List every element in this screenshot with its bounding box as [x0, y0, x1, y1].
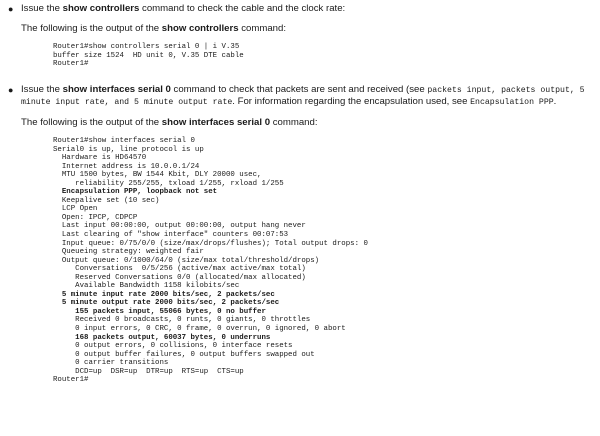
code-line: Output queue: 0/1000/64/0 (size/max total/threshold/drops) — [53, 256, 320, 265]
bullet-icon: ● — [8, 4, 14, 14]
code-line: 5 minute input rate 2000 bits/sec, 2 packets/sec — [53, 290, 275, 299]
text-pre: Issue the — [21, 3, 63, 14]
code-block-controllers — [53, 43, 244, 69]
code-block-interfaces — [53, 137, 368, 385]
code-line: Router1# — [53, 376, 89, 385]
code-line: 0 output buffer failures, 0 output buffers swapped out — [53, 350, 315, 359]
code-line: reliability 255/255, txload 1/255, rxload 1/255 — [53, 179, 284, 188]
text-pre: Issue the — [21, 84, 63, 95]
code-line: 0 carrier transitions — [53, 359, 169, 368]
text-post: command: — [238, 23, 287, 34]
code-line: Keepalive set (10 sec) — [53, 196, 160, 205]
code-line: DCD=up DSR=up DTR=up RTS=up CTS=up — [53, 367, 244, 376]
text-post: command to check the cable and the clock rate: — [139, 3, 346, 14]
text-ref: . For information regarding the encapsulation used, see — [232, 96, 471, 107]
code-line: Conversations 0/5/256 (active/max active/max total) — [53, 265, 306, 274]
text-end: . — [553, 96, 557, 107]
code-line: LCP Open — [53, 205, 98, 214]
code-line: Router1#show interfaces serial 0 — [53, 137, 195, 145]
code-line: 155 packets input, 55066 bytes, 0 no buffer — [53, 307, 266, 316]
intro-show-controllers — [21, 23, 286, 35]
mono-rates: minute input rate, and 5 minute output rate — [21, 98, 233, 107]
text-mid: command to check that packets are sent and received (see — [170, 84, 428, 95]
code-line: buffer size 1524 HD unit 0, V.35 DTE cable — [53, 51, 244, 60]
code-line: Input queue: 0/75/0/0 (size/max/drops/flushes); Total output drops: 0 — [53, 239, 368, 248]
bullet-icon: ● — [8, 85, 14, 95]
code-line: Open: IPCP, CDPCP — [53, 213, 138, 222]
code-line: 5 minute output rate 2000 bits/sec, 2 packets/sec — [53, 299, 280, 308]
intro-show-interfaces — [21, 117, 318, 129]
code-line: Router1#show controllers serial 0 | i V.35 — [53, 43, 240, 51]
code-line: Router1# — [53, 60, 89, 69]
text-pre: The following is the output of the — [21, 23, 162, 34]
code-line: Internet address is 10.0.0.1/24 — [53, 162, 200, 171]
code-line: Hardware is HD64570 — [53, 154, 147, 163]
code-line: Queueing strategy: weighted fair — [53, 248, 204, 257]
encapsulation-link[interactable]: Encapsulation PPP — [470, 98, 554, 107]
code-line: 0 input errors, 0 CRC, 0 frame, 0 overrun, 0 ignored, 0 abort — [53, 325, 346, 334]
text-pre: The following is the output of the — [21, 117, 162, 128]
code-line: Encapsulation PPP, loopback not set — [53, 188, 218, 197]
code-line: 168 packets output, 60037 bytes, 0 underruns — [53, 333, 271, 342]
code-line: 0 output errors, 0 collisions, 0 interface resets — [53, 342, 293, 351]
code-line: Received 0 broadcasts, 0 runts, 0 giants, 0 throttles — [53, 316, 311, 325]
command-name: show interfaces serial 0 — [161, 117, 271, 128]
code-line: Last input 00:00:00, output 00:00:00, output hang never — [53, 222, 306, 231]
command-name: show interfaces serial 0 — [62, 84, 171, 95]
bullet-show-interfaces-line2 — [21, 96, 556, 109]
command-name: show controllers — [62, 3, 140, 14]
code-line: Serial0 is up, line protocol is up — [53, 145, 204, 154]
code-line: MTU 1500 bytes, BW 1544 Kbit, DLY 20000 usec, — [53, 171, 262, 180]
code-line: Reserved Conversations 0/0 (allocated/max allocated) — [53, 273, 306, 282]
command-name: show controllers — [161, 23, 239, 34]
bullet-text — [21, 3, 345, 15]
code-line: Last clearing of "show interface" counters 00:07:53 — [53, 231, 289, 240]
text-post: command: — [270, 117, 318, 128]
code-line: Available Bandwidth 1158 kilobits/sec — [53, 282, 240, 291]
mono-fields: packets input, packets output, 5 — [427, 86, 585, 95]
